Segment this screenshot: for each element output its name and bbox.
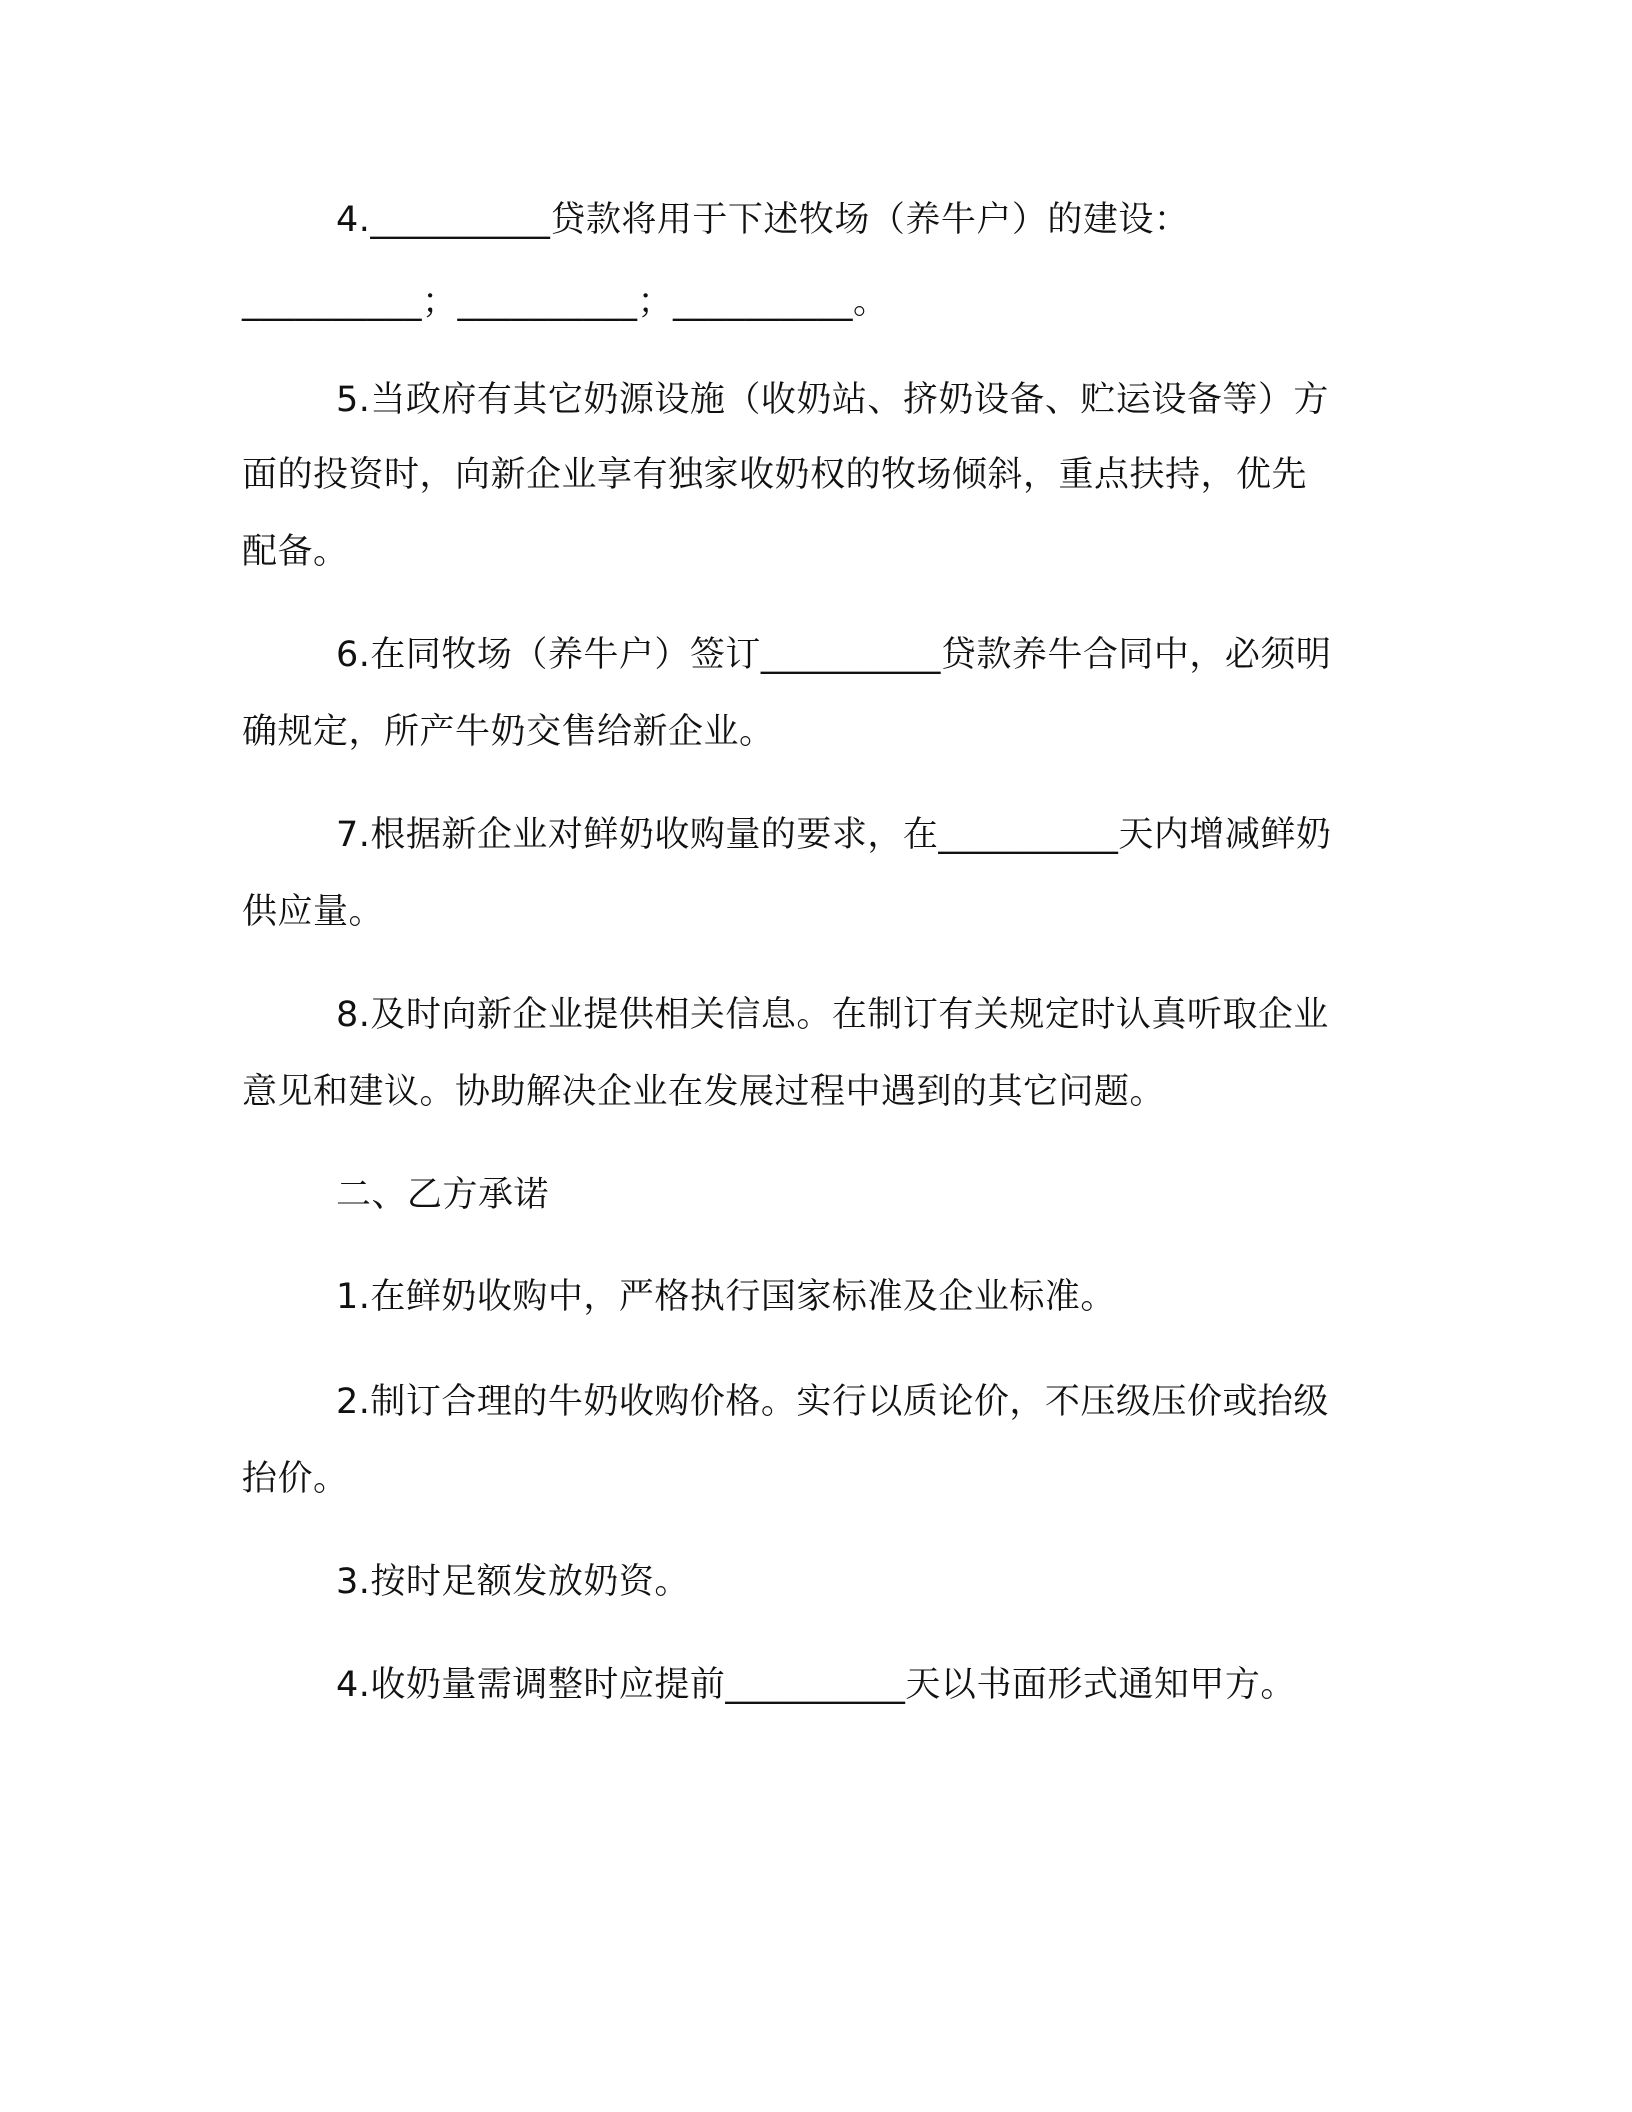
clause-7-line-2: 供应量。 bbox=[242, 892, 385, 932]
clause-5-line-3: 配备。 bbox=[242, 532, 349, 572]
clause-4-line-2: __________；__________；__________。 bbox=[242, 282, 889, 322]
clause-5-line-1: 5.当政府有其它奶源设施（收奶站、挤奶设备、贮运设备等）方 bbox=[336, 380, 1329, 420]
clause-8-line-2: 意见和建议。协助解决企业在发展过程中遇到的其它问题。 bbox=[242, 1072, 1166, 1112]
clause-5-line-2: 面的投资时，向新企业享有独家收奶权的牧场倾斜，重点扶持，优先 bbox=[242, 455, 1308, 495]
clause-6-line-2: 确规定，所产牛奶交售给新企业。 bbox=[242, 712, 775, 752]
section-heading-party-b: 二、乙方承诺 bbox=[336, 1175, 550, 1215]
party-b-clause-3: 3.按时足额发放奶资。 bbox=[336, 1562, 690, 1602]
clause-7-line-1: 7.根据新企业对鲜奶收购量的要求，在__________天内增减鲜奶 bbox=[336, 815, 1332, 855]
clause-8-line-1: 8.及时向新企业提供相关信息。在制订有关规定时认真听取企业 bbox=[336, 995, 1329, 1035]
party-b-clause-2-line-1: 2.制订合理的牛奶收购价格。实行以质论价，不压级压价或抬级 bbox=[336, 1382, 1329, 1422]
clause-6-line-1: 6.在同牧场（养牛户）签订__________贷款养牛合同中，必须明 bbox=[336, 635, 1332, 675]
party-b-clause-2-line-2: 抬价。 bbox=[242, 1459, 349, 1499]
clause-4-line-1: 4.__________贷款将用于下述牧场（养牛户）的建设： bbox=[336, 200, 1190, 240]
party-b-clause-1: 1.在鲜奶收购中，严格执行国家标准及企业标准。 bbox=[336, 1277, 1116, 1317]
party-b-clause-4: 4.收奶量需调整时应提前__________天以书面形式通知甲方。 bbox=[336, 1665, 1296, 1705]
